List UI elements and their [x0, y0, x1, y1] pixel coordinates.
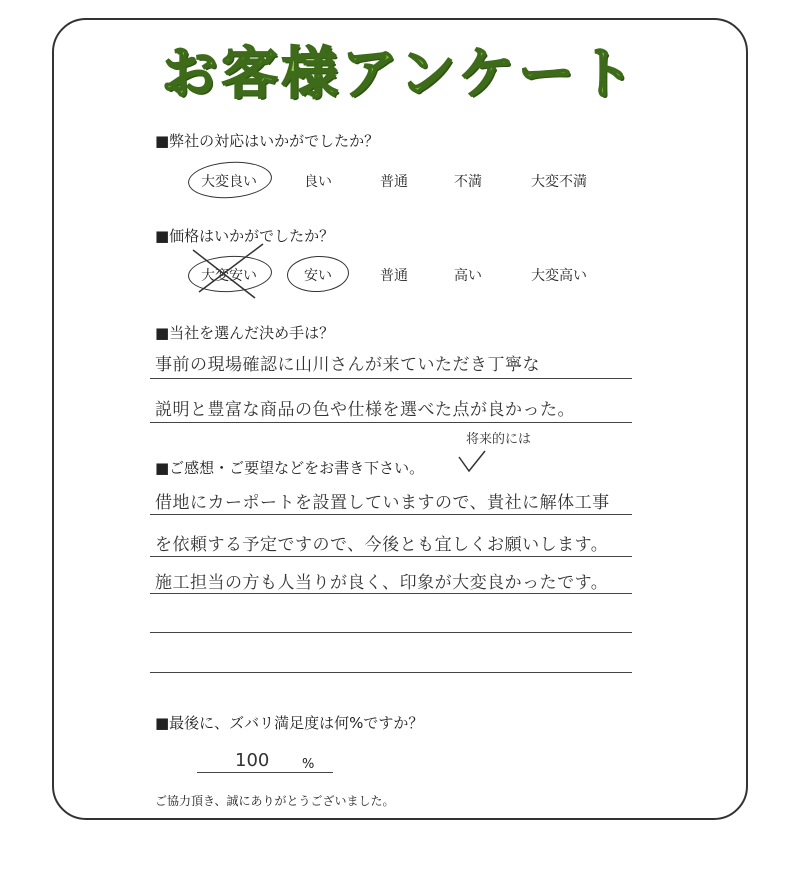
q1-option-very-dissatisfied: 大変不満 [531, 174, 587, 190]
q1-option-very-good: 大変良い [201, 174, 257, 190]
question-satisfaction: ■最後に、ズバリ満足度は何%ですか？ [155, 714, 424, 732]
q4-answer-line-2: を依頼する予定ですので、今後とも宜しくお願いします。 [155, 535, 609, 555]
q4-answer-line-3: 施工担当の方も人当りが良く、印象が大変良かったです。 [155, 573, 609, 593]
q4-insert-caret [455, 445, 489, 475]
q2-option-very-cheap: 大変安い [201, 268, 257, 284]
satisfaction-value: 100 [235, 750, 270, 771]
q2-option-normal: 普通 [380, 268, 408, 284]
q4-rule-1 [150, 514, 632, 515]
q4-rule-2 [150, 556, 632, 557]
question-price: ■価格はいかがでしたか？ [155, 227, 335, 245]
q1-option-good: 良い [304, 174, 332, 190]
q4-answer-line-1: 借地にカーポートを設置していますので、貴社に解体工事 [155, 493, 610, 513]
q3-rule-2 [150, 422, 632, 423]
q1-option-dissatisfied: 不満 [454, 174, 482, 190]
q3-answer-line-1: 事前の現場確認に山川さんが来ていただき丁寧な [155, 355, 540, 375]
question-deciding-factor: ■当社を選んだ決め手は？ [155, 324, 335, 342]
survey-title: お客様アンケート [161, 42, 639, 107]
q4-rule-4 [150, 632, 632, 633]
satisfaction-unit: % [302, 757, 315, 772]
q4-insert-note: 将来的には [466, 432, 532, 447]
q2-option-very-expensive: 大変高い [531, 268, 587, 284]
thanks-message: ご協力頂き、誠にありがとうございました。 [155, 794, 395, 808]
q2-option-expensive: 高い [454, 268, 482, 284]
satisfaction-underline [197, 772, 333, 773]
question-service: ■弊社の対応はいかがでしたか？ [155, 132, 380, 150]
q4-rule-5 [150, 672, 632, 673]
q2-option-cheap: 安い [304, 268, 332, 284]
question-comments: ■ご感想・ご要望などをお書き下さい。 [155, 459, 425, 477]
q4-rule-3 [150, 593, 632, 594]
q3-rule-1 [150, 378, 632, 379]
q1-option-normal: 普通 [380, 174, 408, 190]
q2-cross-out-mark [185, 240, 275, 302]
q3-answer-line-2: 説明と豊富な商品の色や仕様を選べた点が良かった。 [155, 400, 575, 420]
